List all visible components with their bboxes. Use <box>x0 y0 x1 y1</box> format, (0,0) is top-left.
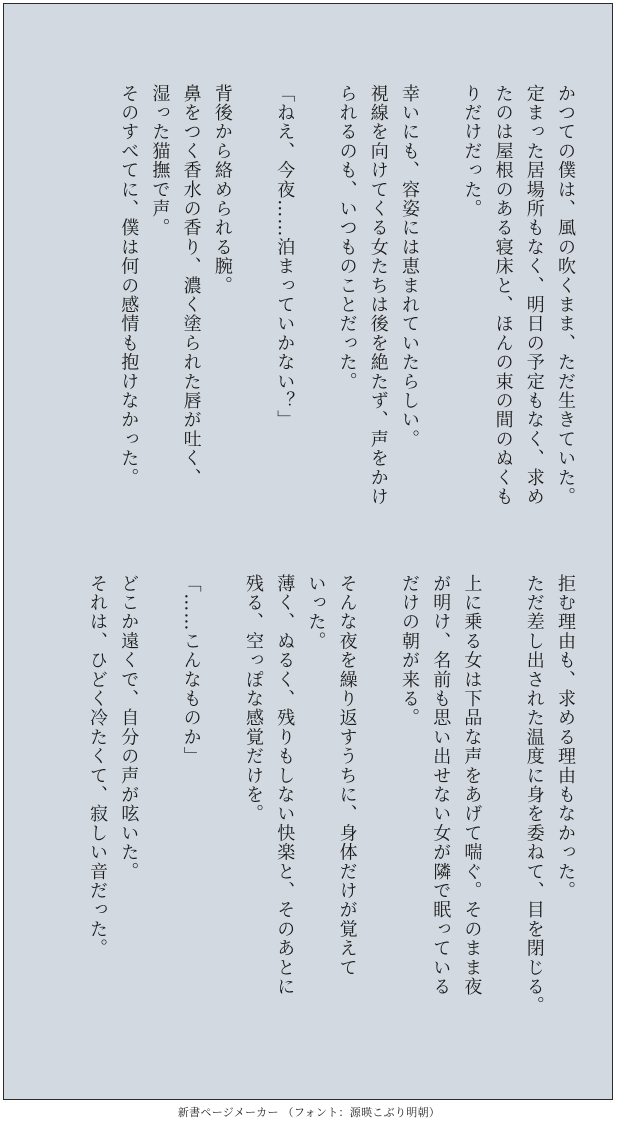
text-line: 残る、空っぽな感覚だけを。 <box>243 574 264 824</box>
text-line: が明け、名前も思い出せない女が隣で眠っている <box>430 574 452 997</box>
blank-line <box>363 574 394 1014</box>
text-line: たのは屋根のある寝床と、ほんの束の間のぬくも <box>492 84 514 507</box>
text-line: だけの朝が来る。 <box>399 574 420 728</box>
text-line: 定まった居場所もなく、明日の予定もなく、求め <box>523 84 545 507</box>
blank-line <box>207 574 238 1014</box>
text-line: 視線を向けてくる女たちは後を絶たず、声をかけ <box>367 84 389 507</box>
blank-line <box>487 574 518 1014</box>
footer-credit: 新書ページメーカー （フォント：源暎こぶり明朝） <box>177 1106 441 1119</box>
blank-line <box>144 574 175 1014</box>
text-line: そんな夜を繰り返すうちに、身体だけが覚えて <box>336 574 358 978</box>
text-line: 鼻をつく香水の香り、濃く塗られた唇が吐く、 <box>180 84 202 488</box>
text-line: られるのも、いつものことだった。 <box>336 84 358 392</box>
text-line: 拒む理由も、求める理由もなかった。 <box>555 574 576 901</box>
text-line: そのすべてに、僕は何の感情も抱けなかった。 <box>118 84 140 488</box>
text-line: 上に乗る女は下品な声をあげて喘ぐ。そのまま夜 <box>461 574 483 997</box>
dialogue-line: 「ねえ、今夜……泊まっていかない？」 <box>274 84 296 430</box>
novel-page <box>3 3 613 1100</box>
text-line: どこか遠くで、自分の声が呟いた。 <box>118 574 140 882</box>
text-block-bottom <box>54 574 581 1014</box>
text-line: いった。 <box>305 574 327 651</box>
text-line: かつての僕は、風の吹くまま、ただ生きていた。 <box>555 84 576 507</box>
blank-line <box>425 84 456 524</box>
text-line: 薄く、ぬるく、残りもしない快楽と、そのあとに <box>274 574 296 997</box>
text-line: 湿った猫撫で声。 <box>149 84 171 238</box>
text-block-top <box>81 84 581 524</box>
text-line: 背後から絡められる腕。 <box>211 84 233 296</box>
text-line: ただ差し出された温度に身を委ねて、目を閉じる。 <box>523 574 545 1016</box>
text-line: それは、ひどく冷たくて、寂しい音だった。 <box>87 574 109 958</box>
text-line: 幸いにも、容姿には恵まれていたらしい。 <box>399 84 420 449</box>
text-line: りだけだった。 <box>461 84 483 219</box>
dialogue-line: 「……こんなものか」 <box>180 574 202 766</box>
blank-line <box>300 84 331 524</box>
blank-line <box>238 84 269 524</box>
